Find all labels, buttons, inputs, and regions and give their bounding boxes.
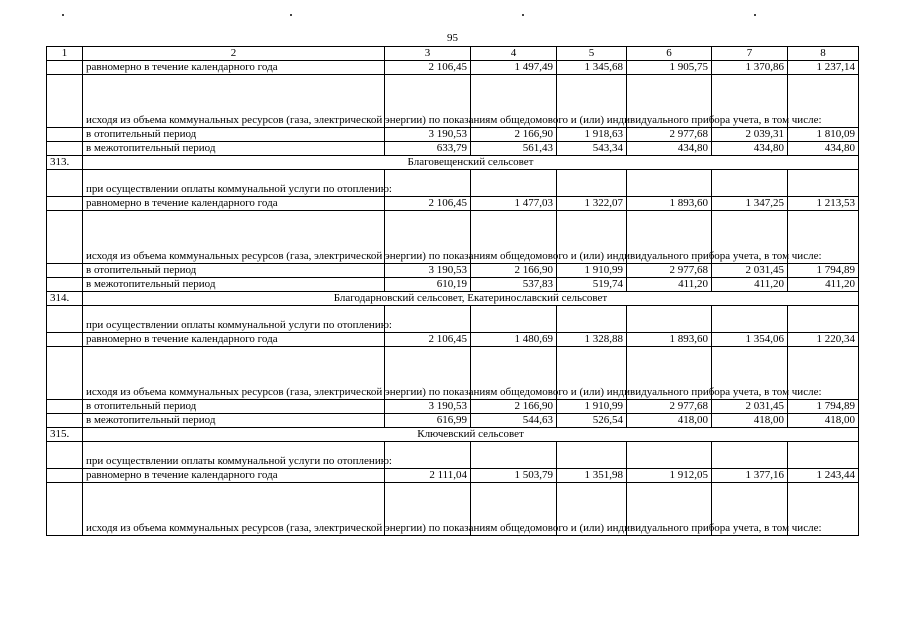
value-cell (471, 169, 557, 196)
row-label: в межотопительный период (83, 277, 385, 291)
value-cell (557, 441, 627, 468)
row-number (47, 263, 83, 277)
row-label: равномерно в течение календарного года (83, 332, 385, 346)
section-row (47, 427, 859, 441)
row-label: в отопительный период (83, 399, 385, 413)
row-number (47, 413, 83, 427)
column-numbers-row (47, 47, 859, 61)
value-cell: 418,00 (712, 413, 788, 427)
value-cell: 1 910,99 (557, 263, 627, 277)
value-cell: 2 977,68 (627, 399, 712, 413)
value-cell: 1 918,63 (557, 127, 627, 141)
row-label: равномерно в течение календарного года (83, 60, 385, 74)
row-label: исходя из объема коммунальных ресурсов (газа, электрической энергии) по показаниям общедомового и (или) индивидуального прибора учета, в том числе: (83, 482, 385, 535)
row-label: исходя из объема коммунальных ресурсов (газа, электрической энергии) по показаниям общедомового и (или) индивидуального прибора учета, в том числе: (83, 74, 385, 127)
value-cell (471, 305, 557, 332)
row-label: в межотопительный период (83, 141, 385, 155)
value-cell: 1 345,68 (557, 60, 627, 74)
value-cell: 1 893,60 (627, 332, 712, 346)
value-cell: 1 354,06 (712, 332, 788, 346)
header-cell: 5 (557, 47, 627, 61)
value-cell: 1 912,05 (627, 468, 712, 482)
value-cell: 1 794,89 (788, 399, 859, 413)
row-number (47, 441, 83, 468)
scan-speck (62, 14, 64, 16)
row-label: при осуществлении оплаты коммунальной услуги по отоплению: (83, 441, 385, 468)
value-cell: 1 237,14 (788, 60, 859, 74)
value-cell (385, 441, 471, 468)
table-row (47, 277, 859, 291)
value-cell: 2 166,90 (471, 399, 557, 413)
value-cell: 2 166,90 (471, 127, 557, 141)
row-number (47, 346, 83, 399)
value-cell: 1 480,69 (471, 332, 557, 346)
header-cell: 8 (788, 47, 859, 61)
value-cell: 2 031,45 (712, 263, 788, 277)
value-cell: 3 190,53 (385, 399, 471, 413)
value-cell: 526,54 (557, 413, 627, 427)
value-cell: 1 477,03 (471, 196, 557, 210)
value-cell: 1 243,44 (788, 468, 859, 482)
value-cell (788, 169, 859, 196)
value-cell: 434,80 (788, 141, 859, 155)
value-cell: 1 497,49 (471, 60, 557, 74)
table-row-description (47, 210, 859, 263)
value-cell: 418,00 (788, 413, 859, 427)
row-label: при осуществлении оплаты коммунальной услуги по отоплению: (83, 305, 385, 332)
row-label: равномерно в течение календарного года (83, 468, 385, 482)
table-row-description (47, 74, 859, 127)
table-row-description (47, 305, 859, 332)
row-number (47, 196, 83, 210)
value-cell (627, 169, 712, 196)
value-cell: 1 377,16 (712, 468, 788, 482)
value-cell: 1 503,79 (471, 468, 557, 482)
value-cell (627, 441, 712, 468)
value-cell: 537,83 (471, 277, 557, 291)
scan-speck (290, 14, 292, 16)
value-cell: 1 220,34 (788, 332, 859, 346)
value-cell (788, 305, 859, 332)
row-label: при осуществлении оплаты коммунальной услуги по отоплению: (83, 169, 385, 196)
value-cell: 633,79 (385, 141, 471, 155)
row-label: в отопительный период (83, 263, 385, 277)
section-title: Благовещенский сельсовет (83, 155, 859, 169)
section-title: Ключевский сельсовет (83, 427, 859, 441)
value-cell: 1 347,25 (712, 196, 788, 210)
value-cell: 1 328,88 (557, 332, 627, 346)
table-row-description (47, 169, 859, 196)
value-cell: 2 977,68 (627, 263, 712, 277)
row-label: в отопительный период (83, 127, 385, 141)
row-number (47, 169, 83, 196)
table-row (47, 60, 859, 74)
value-cell: 1 905,75 (627, 60, 712, 74)
value-cell (471, 441, 557, 468)
header-cell: 6 (627, 47, 712, 61)
value-cell (385, 305, 471, 332)
value-cell: 2 166,90 (471, 263, 557, 277)
row-number (47, 482, 83, 535)
value-cell: 418,00 (627, 413, 712, 427)
header-cell: 3 (385, 47, 471, 61)
row-number (47, 332, 83, 346)
row-number (47, 60, 83, 74)
page-number: 95 (447, 32, 458, 44)
value-cell: 434,80 (712, 141, 788, 155)
table-row (47, 332, 859, 346)
table-row-description (47, 346, 859, 399)
value-cell: 1 794,89 (788, 263, 859, 277)
row-number (47, 210, 83, 263)
row-label: равномерно в течение календарного года (83, 196, 385, 210)
value-cell (385, 169, 471, 196)
value-cell (788, 441, 859, 468)
section-number: 314. (47, 291, 83, 305)
value-cell: 434,80 (627, 141, 712, 155)
row-number (47, 277, 83, 291)
scan-speck (522, 14, 524, 16)
row-number (47, 305, 83, 332)
value-cell: 610,19 (385, 277, 471, 291)
value-cell: 543,34 (557, 141, 627, 155)
section-number: 313. (47, 155, 83, 169)
value-cell: 2 106,45 (385, 332, 471, 346)
value-cell: 1 893,60 (627, 196, 712, 210)
value-cell: 1 322,07 (557, 196, 627, 210)
row-label: исходя из объема коммунальных ресурсов (газа, электрической энергии) по показаниям общедомового и (или) индивидуального прибора учета, в том числе: (83, 210, 385, 263)
value-cell: 519,74 (557, 277, 627, 291)
value-cell (557, 305, 627, 332)
value-cell: 2 039,31 (712, 127, 788, 141)
row-number (47, 74, 83, 127)
value-cell (627, 305, 712, 332)
value-cell: 544,63 (471, 413, 557, 427)
section-row (47, 291, 859, 305)
value-cell: 2 977,68 (627, 127, 712, 141)
table-row (47, 413, 859, 427)
header-cell: 7 (712, 47, 788, 61)
header-cell: 2 (83, 47, 385, 61)
value-cell: 1 351,98 (557, 468, 627, 482)
row-label: в межотопительный период (83, 413, 385, 427)
table-row (47, 263, 859, 277)
value-cell: 616,99 (385, 413, 471, 427)
section-number: 315. (47, 427, 83, 441)
value-cell: 561,43 (471, 141, 557, 155)
value-cell (712, 305, 788, 332)
value-cell: 3 190,53 (385, 127, 471, 141)
value-cell: 2 106,45 (385, 196, 471, 210)
section-title: Благодарновский сельсовет, Екатеринославский сельсовет (83, 291, 859, 305)
table-row (47, 468, 859, 482)
value-cell: 411,20 (712, 277, 788, 291)
value-cell: 1 810,09 (788, 127, 859, 141)
row-number (47, 141, 83, 155)
table-row-description (47, 482, 859, 535)
value-cell: 1 370,86 (712, 60, 788, 74)
row-number (47, 127, 83, 141)
value-cell (712, 169, 788, 196)
table-row (47, 141, 859, 155)
tariff-table (46, 46, 859, 536)
value-cell: 1 213,53 (788, 196, 859, 210)
value-cell: 1 910,99 (557, 399, 627, 413)
value-cell: 2 111,04 (385, 468, 471, 482)
table-row (47, 127, 859, 141)
table-row-description (47, 441, 859, 468)
value-cell: 411,20 (788, 277, 859, 291)
table-body (47, 47, 859, 536)
value-cell: 2 031,45 (712, 399, 788, 413)
row-number (47, 399, 83, 413)
row-label: исходя из объема коммунальных ресурсов (газа, электрической энергии) по показаниям общедомового и (или) индивидуального прибора учета, в том числе: (83, 346, 385, 399)
header-cell: 4 (471, 47, 557, 61)
table-row (47, 399, 859, 413)
value-cell (712, 441, 788, 468)
table-row (47, 196, 859, 210)
value-cell: 411,20 (627, 277, 712, 291)
value-cell (557, 169, 627, 196)
value-cell: 2 106,45 (385, 60, 471, 74)
row-number (47, 468, 83, 482)
scan-speck (754, 14, 756, 16)
section-row (47, 155, 859, 169)
header-cell: 1 (47, 47, 83, 61)
value-cell: 3 190,53 (385, 263, 471, 277)
